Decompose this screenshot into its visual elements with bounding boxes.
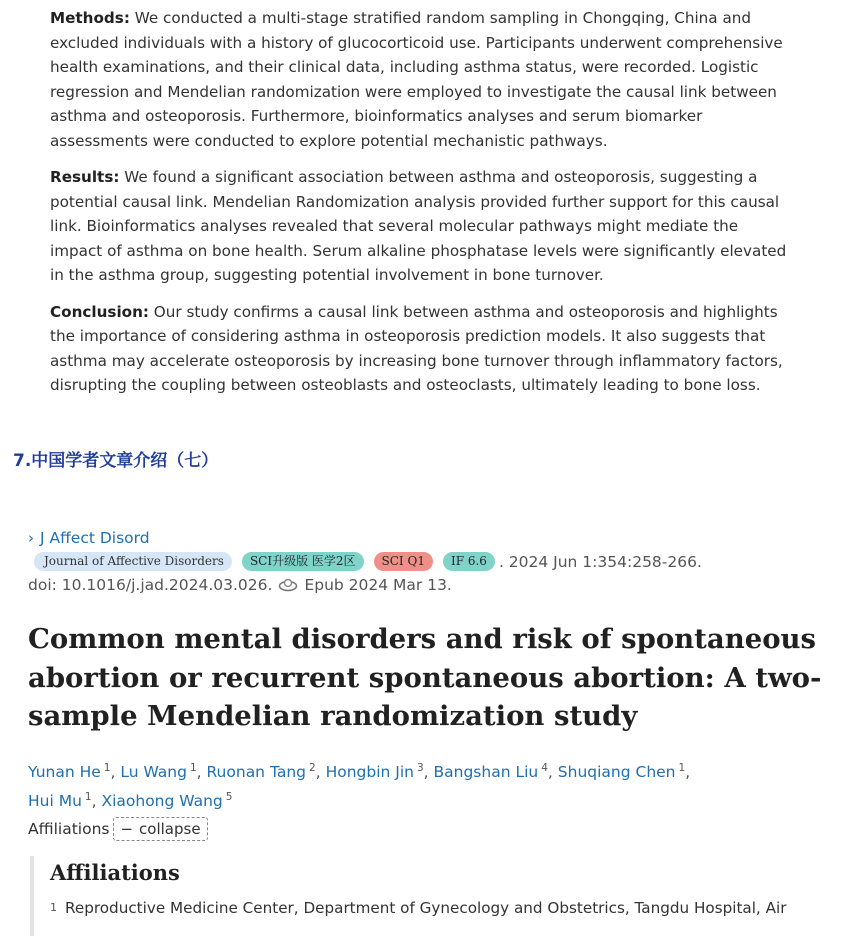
- doi: doi: 10.1016/j.jad.2024.03.026.: [28, 576, 273, 594]
- author-affiliation-ref[interactable]: 4: [541, 762, 548, 774]
- results-label: Results:: [50, 168, 120, 186]
- collapse-button[interactable]: [113, 817, 207, 841]
- collapse-label: collapse: [139, 820, 201, 838]
- author-affiliation-ref[interactable]: 3: [416, 762, 424, 774]
- author-affiliation-ref[interactable]: 1: [189, 762, 197, 774]
- author-link[interactable]: Bangshan Liu: [433, 763, 539, 781]
- results-text: We found a significant association between asthma and osteoporosis, suggesting a potential causal link. Mendelian Randomization analysis provided further support for this causal link. Bioinformatics analyses revealed that several molecular pathways might mediate the impact of asthma on bone health. Serum alkaline phosphatase levels were significantly elevated in the asthma group, suggesting potential involvement in bone turnover.: [50, 168, 787, 284]
- sci-upgrade-badge[interactable]: SCI升级版 医学2区: [242, 552, 364, 571]
- abstract-methods: [50, 6, 795, 153]
- epub-icon: [278, 578, 298, 592]
- author-link[interactable]: Xiaohong Wang: [101, 792, 223, 810]
- journal-short: J Affect Disord: [40, 529, 150, 547]
- article-title: Common mental disorders and risk of spontaneous abortion or recurrent spontaneous abortion: A two-sample Mendelian randomization study: [28, 623, 822, 732]
- author-affiliation-ref[interactable]: 5: [225, 791, 233, 803]
- minus-icon: −: [120, 820, 134, 838]
- methods-label: Methods:: [50, 9, 130, 27]
- abstract-results: [50, 165, 795, 288]
- authors-list: Yunan He $^1$, Lu Wang $^1$, Ruonan Tang $^2$, Hongbin Jin $^3$, Bangshan Liu $^4$, Shuqiang Chen $^1$, Hui Mu $^1$, Xiaohong Wang $^5$: [28, 762, 691, 810]
- author-affiliation-ref[interactable]: 2: [309, 762, 316, 774]
- doi-row: [28, 576, 828, 594]
- citation-badges-row: [28, 552, 828, 571]
- impact-factor-badge[interactable]: IF 6.6: [443, 552, 495, 571]
- methods-text: We conducted a multi-stage stratified random sampling in Chongqing, China and excluded individuals with a history of glucocorticoid use. Participants underwent comprehensive health examinations, and their clinical data, including asthma status, were recorded. Logistic regression and Mendelian randomization were employed to investigate the causal link between asthma and osteoporosis. Furthermore, bioinformatics analyses and serum biomarker assessments were conducted to explore potential mechanistic pathways.: [50, 9, 783, 150]
- journal-badge[interactable]: Journal of Affective Disorders: [34, 552, 232, 571]
- affiliation-number: 1: [50, 901, 57, 914]
- abstract: [50, 6, 795, 410]
- author-affiliation-ref[interactable]: 1: [678, 762, 686, 774]
- author-link[interactable]: Hongbin Jin: [325, 763, 414, 781]
- author-link[interactable]: Lu Wang: [120, 763, 187, 781]
- conclusion-label: Conclusion:: [50, 302, 149, 321]
- author-link[interactable]: Yunan He: [28, 763, 101, 781]
- author-affiliation-ref[interactable]: 1: [84, 791, 92, 803]
- section-heading: 7.中国学者文章介绍（七）: [13, 451, 219, 471]
- affiliations-toggle-label: Affiliations: [28, 820, 110, 838]
- author-link[interactable]: Hui Mu: [28, 792, 82, 810]
- conclusion-text: Our study confirms a causal link between asthma and osteoporosis and highlights the importance of considering asthma in osteoporosis prediction models. It also suggests that asthma may accelerate osteoporosis by increasing bone turnover through inflammatory factors, disrupting the coupling between osteoblasts and osteoclasts, ultimately leading to bone loss.: [50, 302, 783, 394]
- affiliations-toggle-row: [28, 817, 208, 841]
- author-affiliation-ref[interactable]: 1: [103, 762, 111, 774]
- author-link[interactable]: Ruonan Tang: [206, 763, 307, 781]
- abstract-conclusion: [50, 300, 795, 398]
- affiliations-heading: Affiliations: [50, 860, 180, 885]
- affiliations-panel: [30, 856, 850, 936]
- affiliation-text: Reproductive Medicine Center, Department of Gynecology and Obstetrics, Tangdu Hospital, Air: [65, 899, 787, 917]
- chevron-right-icon: ›: [28, 529, 34, 547]
- affiliation-item: [50, 899, 850, 917]
- sci-q1-badge[interactable]: SCI Q1: [374, 552, 433, 571]
- citation-date-pages: . 2024 Jun 1:354:258-266.: [498, 552, 702, 571]
- citation: [28, 528, 828, 594]
- author-link[interactable]: Shuqiang Chen: [557, 763, 676, 781]
- epub-date: Epub 2024 Mar 13.: [304, 576, 452, 594]
- journal-link[interactable]: [28, 529, 150, 547]
